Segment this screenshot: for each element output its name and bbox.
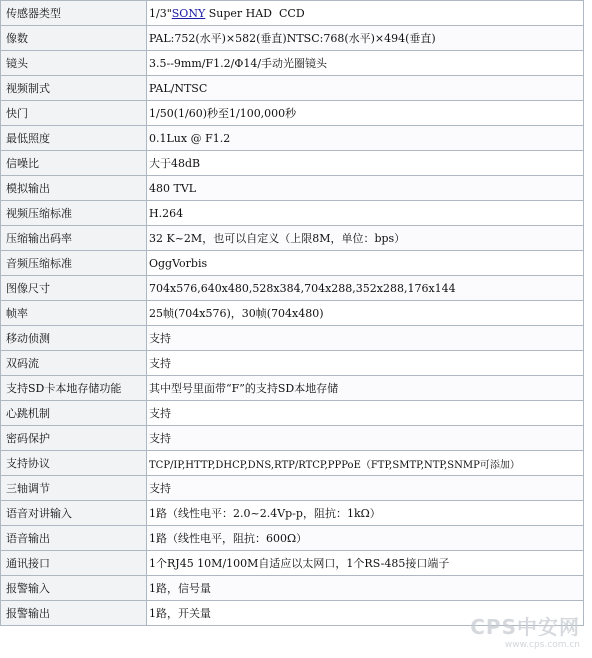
table-row xyxy=(1,351,584,376)
spec-label: 语音对讲输入 xyxy=(1,501,147,526)
spec-label: 通讯接口 xyxy=(1,551,147,576)
sensor-type-text: Super HAD CCD xyxy=(205,6,305,20)
sensor-size-text: 1/3" xyxy=(149,6,172,20)
spec-label: 镜头 xyxy=(1,51,147,76)
spec-label: 双码流 xyxy=(1,351,147,376)
table-row xyxy=(1,276,584,301)
spec-table-body xyxy=(1,1,584,626)
table-row xyxy=(1,551,584,576)
sony-link[interactable]: SONY xyxy=(171,6,206,20)
spec-label: 快门 xyxy=(1,101,147,126)
table-row xyxy=(1,376,584,401)
table-row xyxy=(1,426,584,451)
spec-value: 支持 xyxy=(147,326,584,351)
spec-value: PAL:752(水平)×582(垂直)NTSC:768(水平)×494(垂直) xyxy=(147,26,584,51)
spec-value: 1路（线性电平，阻抗：600Ω） xyxy=(147,526,584,551)
spec-label: 密码保护 xyxy=(1,426,147,451)
spec-value: 32 K~2M，也可以自定义（上限8M，单位：bps） xyxy=(147,226,584,251)
spec-value: 支持 xyxy=(147,476,584,501)
table-row xyxy=(1,576,584,601)
spec-value: TCP/IP,HTTP,DHCP,DNS,RTP/RTCP,PPPoE（FTP,SMTP,NTP,SNMP可添加） xyxy=(147,451,584,476)
spec-label: 音频压缩标准 xyxy=(1,251,147,276)
table-row xyxy=(1,451,584,476)
table-row xyxy=(1,1,584,26)
spec-value: OggVorbis xyxy=(147,251,584,276)
spec-value: H.264 xyxy=(147,201,584,226)
spec-label: 图像尺寸 xyxy=(1,276,147,301)
spec-value: PAL/NTSC xyxy=(147,76,584,101)
table-row xyxy=(1,76,584,101)
table-row xyxy=(1,126,584,151)
spec-value: 704x576,640x480,528x384,704x288,352x288,176x144 xyxy=(147,276,584,301)
spec-value: 0.1Lux @ F1.2 xyxy=(147,126,584,151)
table-row xyxy=(1,601,584,626)
table-row xyxy=(1,401,584,426)
spec-label: 信噪比 xyxy=(1,151,147,176)
spec-value: 1/50(1/60)秒至1/100,000秒 xyxy=(147,101,584,126)
spec-label: 压缩输出码率 xyxy=(1,226,147,251)
table-row xyxy=(1,26,584,51)
table-row xyxy=(1,326,584,351)
spec-value: 1路，信号量 xyxy=(147,576,584,601)
spec-label: 像数 xyxy=(1,26,147,51)
spec-value: 大于48dB xyxy=(147,151,584,176)
spec-value: 1路（线性电平：2.0~2.4Vp-p，阻抗：1kΩ） xyxy=(147,501,584,526)
spec-label: 支持协议 xyxy=(1,451,147,476)
table-row xyxy=(1,251,584,276)
spec-value: 25帧(704x576)，30帧(704x480) xyxy=(147,301,584,326)
spec-label: 帧率 xyxy=(1,301,147,326)
spec-value: 支持 xyxy=(147,426,584,451)
spec-value: 1路，开关量 xyxy=(147,601,584,626)
table-row xyxy=(1,301,584,326)
spec-label: 最低照度 xyxy=(1,126,147,151)
spec-label: 报警输出 xyxy=(1,601,147,626)
spec-value: 480 TVL xyxy=(147,176,584,201)
watermark-logo: CPS中安网 xyxy=(470,615,580,639)
watermark-url: www.cps.com.cn xyxy=(504,640,580,650)
spec-label: 视频制式 xyxy=(1,76,147,101)
spec-label: 视频压缩标准 xyxy=(1,201,147,226)
spec-label: 支持SD卡本地存储功能 xyxy=(1,376,147,401)
spec-label: 移动侦测 xyxy=(1,326,147,351)
spec-value: 支持 xyxy=(147,401,584,426)
spec-value: 3.5--9mm/F1.2/Φ14/手动光圈镜头 xyxy=(147,51,584,76)
table-row xyxy=(1,226,584,251)
spec-value: 其中型号里面带“F”的支持SD本地存储 xyxy=(147,376,584,401)
table-row xyxy=(1,476,584,501)
spec-label: 模拟输出 xyxy=(1,176,147,201)
table-row xyxy=(1,51,584,76)
spec-label: 报警输入 xyxy=(1,576,147,601)
table-row xyxy=(1,526,584,551)
spec-label: 语音输出 xyxy=(1,526,147,551)
spec-value: 1个RJ45 10M/100M自适应以太网口，1个RS-485接口端子 xyxy=(147,551,584,576)
table-row xyxy=(1,501,584,526)
table-row xyxy=(1,176,584,201)
spec-value: 支持 xyxy=(147,351,584,376)
spec-label: 心跳机制 xyxy=(1,401,147,426)
table-row xyxy=(1,151,584,176)
table-row xyxy=(1,101,584,126)
table-row xyxy=(1,201,584,226)
spec-label: 传感器类型 xyxy=(1,1,147,26)
spec-label: 三轴调节 xyxy=(1,476,147,501)
spec-value xyxy=(147,1,584,26)
